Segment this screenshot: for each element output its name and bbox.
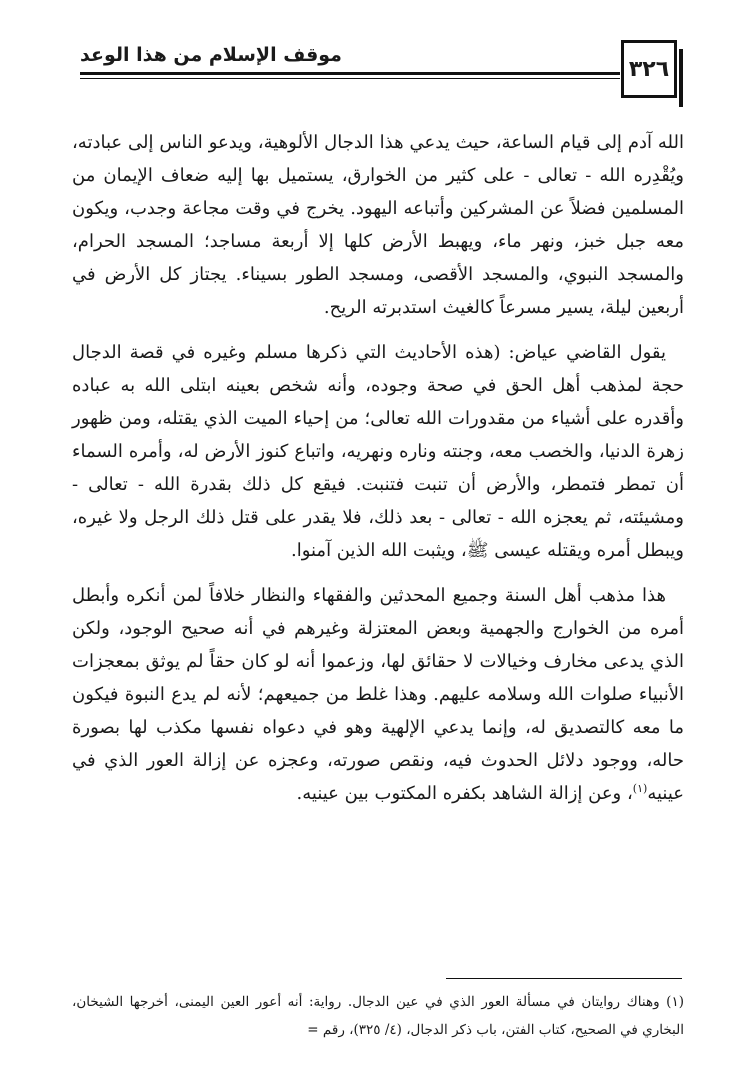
- body-text: [72, 126, 684, 822]
- paragraph-1: الله آدم إلى قيام الساعة، حيث يدعي هذا الدجال الألوهية، ويدعو الناس إلى عبادته، ويُقْدِره الله - تعالى - على كثير من الخوارق، يستميل بها إليه ضعاف الإيمان من المسلمين فضلاً عن المشركين وأتباعه اليهود. يخرج في وقت مجاعة وجدب، ويكون معه جبل خبز، ونهر ماء، ويهبط الأرض كلها إلا أربعة مساجد؛ المسجد الحرام، والمسجد النبوي، والمسجد الأقصى، ومسجد الطور بسيناء. يجتاز كل الأرض في أربعين ليلة، يسير مسرعاً كالغيث استدبرته الريح.: [72, 132, 684, 318]
- page-number: ٣٢٦: [621, 40, 677, 98]
- paragraph-3: [72, 579, 684, 810]
- paragraph-2: يقول القاضي عياض: (هذه الأحاديث التي ذكرها مسلم وغيره في قصة الدجال حجة لمذهب أهل الحق في صحة وجوده، وأنه شخص بعينه ابتلى الله به عباده وأقدره على أشياء من مقدورات الله تعالى؛ من إحياء الميت الذي يقتله، ومن ظهور زهرة الدنيا، والخصب معه، وجنته وناره ونهريه، واتباع كنوز الأرض له، وأمره السماء أن تمطر فتمطر، والأرض أن تنبت فتنبت. فيقع كل ذلك بقدرة الله - تعالى - ومشيئته، ثم يعجزه الله - تعالى - بعد ذلك، فلا يقدر على قتل ذلك الرجل ولا غيره، ويبطل أمره ويقتله عيسى ﷺ، ويثبت الله الذين آمنوا.: [72, 342, 684, 561]
- footnote-separator: [446, 978, 682, 979]
- page-header: [80, 40, 677, 104]
- footnote: (١) وهناك روايتان في مسألة العور الذي في عين الدجال. رواية: أنه أعور العين اليمنى، أخرجها الشيخان، البخاري في الصحيح، كتاب الفتن، باب ذكر الدجال، (٤/ ٣٢٥)، رقم =: [72, 994, 684, 1038]
- header-rule-thin: [80, 78, 620, 79]
- running-title: موقف الإسلام من هذا الوعد: [80, 44, 342, 66]
- footnote-reference[interactable]: (١): [632, 782, 648, 795]
- header-rule-thick: [80, 72, 620, 75]
- paragraph-3-text: هذا مذهب أهل السنة وجميع المحدثين والفقهاء والنظار خلافاً لمن أنكره وأبطل أمره من الخوارج والجهمية وبعض المعتزلة وغيرهم في أنه صحيح الوجود، ولكن الذي يدعى مخارف وخيالات لا حقائق لها، وزعموا أنه لو كان حقاً لم يوثق بمعجزات الأنبياء صلوات الله وسلامه عليهم. وهذا غلط من جميعهم؛ لأنه لم يدع النبوة فيكون ما معه كالتصديق له، وإنما يدعي الإلهية وهو في دعواه نفسها مكذب لها بصورة حاله، ووجود دلائل الحدوث فيه، ونقص صورته، وعجزه عن إزالة العور الذي في عينيه: [72, 585, 684, 804]
- paragraph-3-tail: ، وعن إزالة الشاهد بكفره المكتوب بين عينيه.: [296, 783, 633, 804]
